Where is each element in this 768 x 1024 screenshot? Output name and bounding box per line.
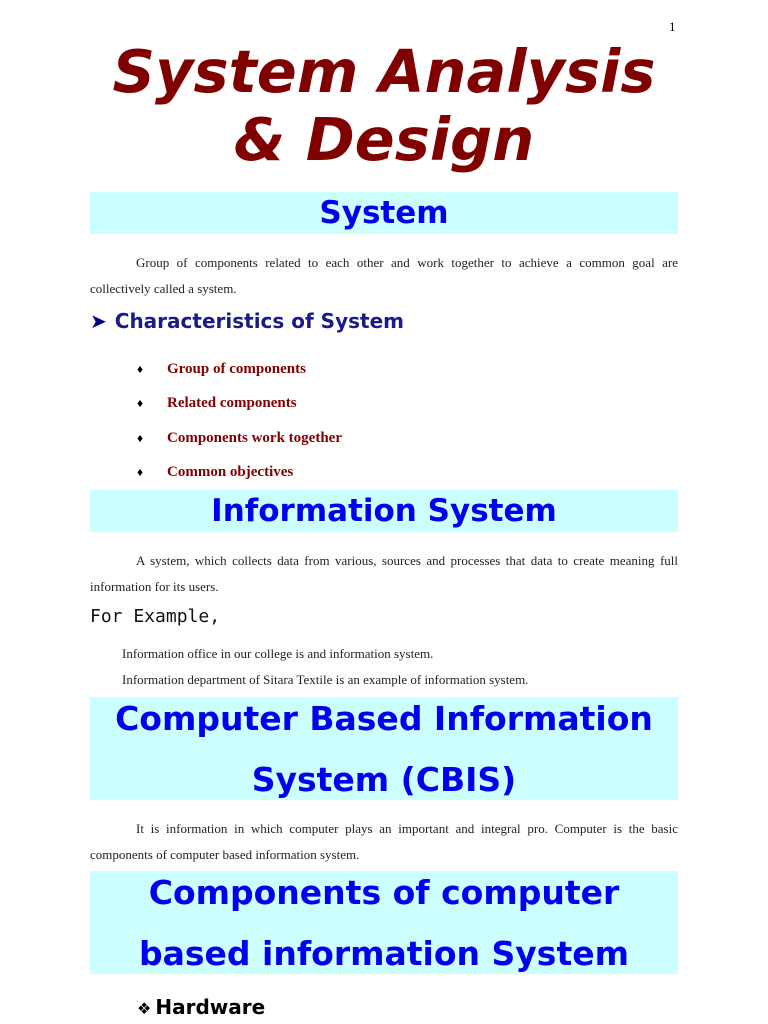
diamond-bullet-icon: ♦ [137, 361, 144, 376]
heading-line-2: based information System [139, 934, 629, 973]
example-line-2: Information department of Sitara Textile is an example of information system. [122, 672, 529, 687]
section-heading-text: Information System [211, 493, 557, 529]
hardware-label: Hardware [155, 995, 266, 1019]
information-system-paragraph [90, 548, 678, 600]
list-item [137, 456, 342, 491]
subheading-text: Characteristics of System [114, 309, 404, 333]
paragraph-text: It is information in which computer plays an important and integral pro. Computer is the basic components of computer based information system. [90, 821, 678, 862]
heading-line-1: Components of computer [148, 873, 620, 912]
diamond-bullet-icon: ♦ [137, 465, 144, 480]
paragraph-text: A system, which collects data from various, sources and processes that data to create meaning full information for its users. [90, 553, 678, 594]
characteristics-list [137, 352, 342, 490]
section-heading-components [90, 871, 678, 974]
diamond-bullet-icon: ♦ [137, 430, 144, 445]
section-heading-information-system [90, 490, 678, 532]
section-heading-text: System [319, 195, 449, 231]
section-heading-system [90, 192, 678, 234]
arrowhead-icon: ➤ [90, 309, 107, 333]
system-definition-paragraph [90, 250, 678, 302]
heading-line-1: Computer Based Information [115, 699, 653, 738]
list-item-text: Group of components [167, 360, 306, 377]
document-title-line-1: System Analysis [112, 37, 656, 106]
list-item-text: Common objectives [167, 464, 294, 481]
document-title-line-2: & Design [233, 105, 535, 174]
list-item [137, 387, 342, 422]
section-heading-cbis [90, 697, 678, 800]
hardware-item [137, 995, 265, 1019]
list-item [137, 421, 342, 456]
characteristics-subheading [90, 309, 404, 333]
diamond-bullet-icon: ♦ [137, 396, 144, 411]
list-item-text: Related components [167, 395, 297, 412]
heading-line-2: System (CBIS) [251, 760, 517, 799]
cbis-paragraph [90, 816, 678, 868]
example-label: For Example, [90, 606, 221, 627]
list-item [137, 352, 342, 387]
list-item-text: Components work together [167, 429, 342, 446]
paragraph-text: Group of components related to each other and work together to achieve a common goal are collectively called a system. [90, 255, 678, 296]
example-line-1: Information office in our college is and information system. [122, 646, 434, 661]
page-number: 1 [669, 19, 676, 34]
four-point-star-icon: ❖ [137, 999, 152, 1018]
